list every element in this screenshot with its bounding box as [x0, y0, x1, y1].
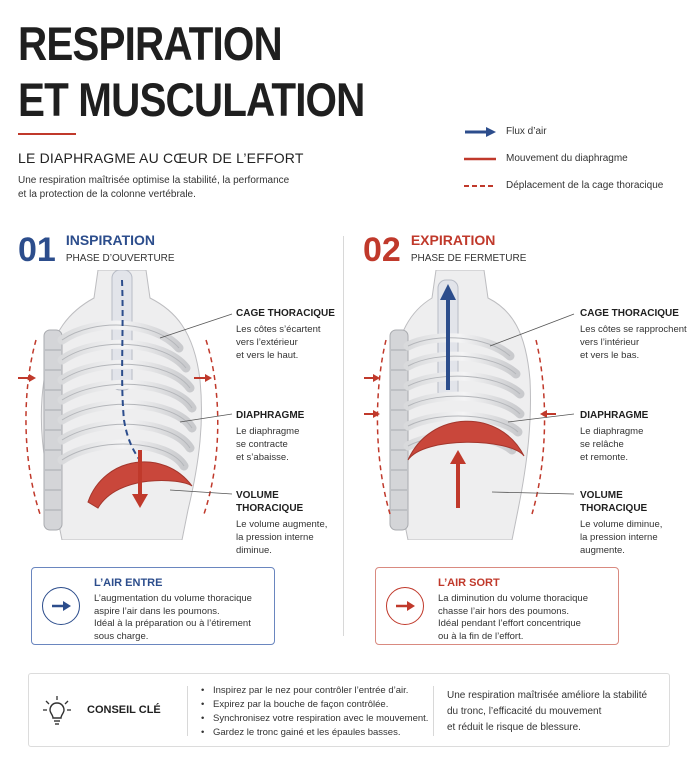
- blue-arrow-icon: [462, 127, 498, 137]
- callout-title: L’AIR ENTRE: [94, 577, 163, 589]
- label-title-line: THORACIQUE: [236, 503, 304, 514]
- label-line: vers l’extérieur: [236, 337, 298, 348]
- intro-line: Une respiration maîtrisée optimise la stabilité, la performance: [18, 175, 290, 186]
- red-line-icon: [462, 154, 498, 164]
- inspiration-label-ribcage: [236, 307, 346, 362]
- callout-line: chasse l’air hors des poumons.: [438, 605, 569, 617]
- tip-bullet: • Gardez le tronc gainé et les épaules basses.: [201, 726, 441, 740]
- key-tip-box: [28, 673, 670, 747]
- callout-line: Idéal à la préparation ou à l’étirement: [94, 618, 251, 629]
- legend-item-diaphragm: [462, 145, 687, 172]
- legend-label: Mouvement du diaphragme: [506, 153, 628, 164]
- lightbulb-icon: [43, 696, 71, 726]
- legend-label: Flux d’air: [506, 126, 547, 137]
- tip-summary: [447, 688, 662, 736]
- tip-bullet: • Synchronisez votre respiration avec le mouvement.: [201, 712, 441, 726]
- expiration-header: [363, 232, 526, 268]
- label-line: et vers le haut.: [236, 350, 299, 361]
- phase-number: 01: [18, 231, 56, 269]
- tip-summary-line: Une respiration maîtrisée améliore la stabilité: [447, 690, 648, 701]
- tip-divider: [187, 686, 188, 736]
- label-line: diminue.: [236, 545, 272, 556]
- callout-line: La diminution du volume thoracique: [438, 593, 588, 604]
- label-line: vers l’intérieur: [580, 337, 640, 348]
- label-line: et remonte.: [580, 452, 629, 463]
- label-line: se contracte: [236, 439, 288, 450]
- expiration-label-ribcage: [580, 307, 690, 362]
- tip-summary-line: et réduit le risque de blessure.: [447, 722, 581, 733]
- label-title-line: THORACIQUE: [580, 503, 648, 514]
- air-in-callout: [31, 567, 275, 645]
- page-title: [18, 16, 418, 128]
- label-line: Les côtes se rapprochent: [580, 324, 687, 335]
- label-line: Le diaphragme: [580, 426, 644, 437]
- intro-line: et la protection de la colonne vertébrale.: [18, 189, 196, 200]
- callout-line: ou à la fin de l’effort.: [438, 630, 524, 642]
- label-line: Les côtes s’écartent: [236, 324, 321, 335]
- callout-line: sous charge.: [94, 630, 149, 642]
- callout-line: L’augmentation du volume thoracique: [94, 593, 252, 604]
- label-title: CAGE THORACIQUE: [580, 308, 679, 319]
- label-title: DIAPHRAGME: [236, 410, 305, 421]
- label-title: CAGE THORACIQUE: [236, 308, 335, 319]
- label-title: DIAPHRAGME: [580, 410, 649, 421]
- inspiration-header: [18, 232, 175, 268]
- tip-bullet: • Inspirez par le nez pour contrôler l’entrée d’air.: [201, 684, 441, 698]
- callout-line: aspire l’air dans les poumons.: [94, 605, 220, 617]
- page-subtitle: LE DIAPHRAGME AU CŒUR DE L’EFFORT: [18, 150, 304, 166]
- phase-name: INSPIRATION: [65, 232, 156, 248]
- phase-subtitle: PHASE D’OUVERTURE: [65, 253, 175, 264]
- inspiration-label-diaphragm: [236, 409, 346, 464]
- title-line-2: ET MUSCULATION: [18, 73, 365, 126]
- accent-rule: [18, 133, 76, 135]
- tip-title: CONSEIL CLÉ: [87, 704, 161, 716]
- red-dashed-line-icon: [462, 181, 498, 191]
- intro-text: [18, 174, 318, 202]
- label-line: Le volume augmente,: [236, 519, 328, 530]
- air-out-callout: [375, 567, 619, 645]
- label-line: Le volume diminue,: [580, 519, 663, 530]
- expiration-label-diaphragm: [580, 409, 690, 464]
- label-title-line: VOLUME: [236, 490, 279, 501]
- callout-title: L’AIR SORT: [438, 577, 500, 589]
- phase-subtitle: PHASE DE FERMETURE: [410, 253, 527, 264]
- label-line: la pression interne: [236, 532, 314, 543]
- tip-list: [201, 684, 441, 740]
- label-line: se relâche: [580, 439, 624, 450]
- tip-bullet: • Expirez par la bouche de façon contrôlée.: [201, 698, 441, 712]
- legend-label: Déplacement de la cage thoracique: [506, 180, 664, 191]
- label-title: [580, 489, 690, 515]
- tip-summary-line: du tronc, l’efficacité du mouvement: [447, 706, 602, 717]
- expiration-label-volume: [580, 489, 690, 557]
- legend-item-ribcage: [462, 172, 687, 199]
- label-line: augmente.: [580, 545, 625, 556]
- label-line: la pression interne: [580, 532, 658, 543]
- arrow-right-icon: [386, 587, 424, 625]
- arrow-right-icon: [42, 587, 80, 625]
- callout-line: Idéal pendant l’effort concentrique: [438, 618, 581, 629]
- phase-name: EXPIRATION: [410, 232, 496, 248]
- label-title: [236, 489, 346, 515]
- label-title-line: VOLUME: [580, 490, 623, 501]
- inspiration-label-volume: [236, 489, 346, 557]
- legend-item-airflow: [462, 118, 687, 145]
- inspiration-leader-lines: [150, 300, 240, 500]
- label-line: Le diaphragme: [236, 426, 300, 437]
- expiration-leader-lines: [488, 300, 582, 500]
- legend: [462, 118, 687, 199]
- spine-icon: [390, 330, 408, 530]
- phase-number: 02: [363, 231, 401, 269]
- label-line: et vers le bas.: [580, 350, 640, 361]
- tip-divider: [433, 686, 434, 736]
- label-line: et s’abaisse.: [236, 452, 289, 463]
- title-line-1: RESPIRATION: [18, 17, 282, 70]
